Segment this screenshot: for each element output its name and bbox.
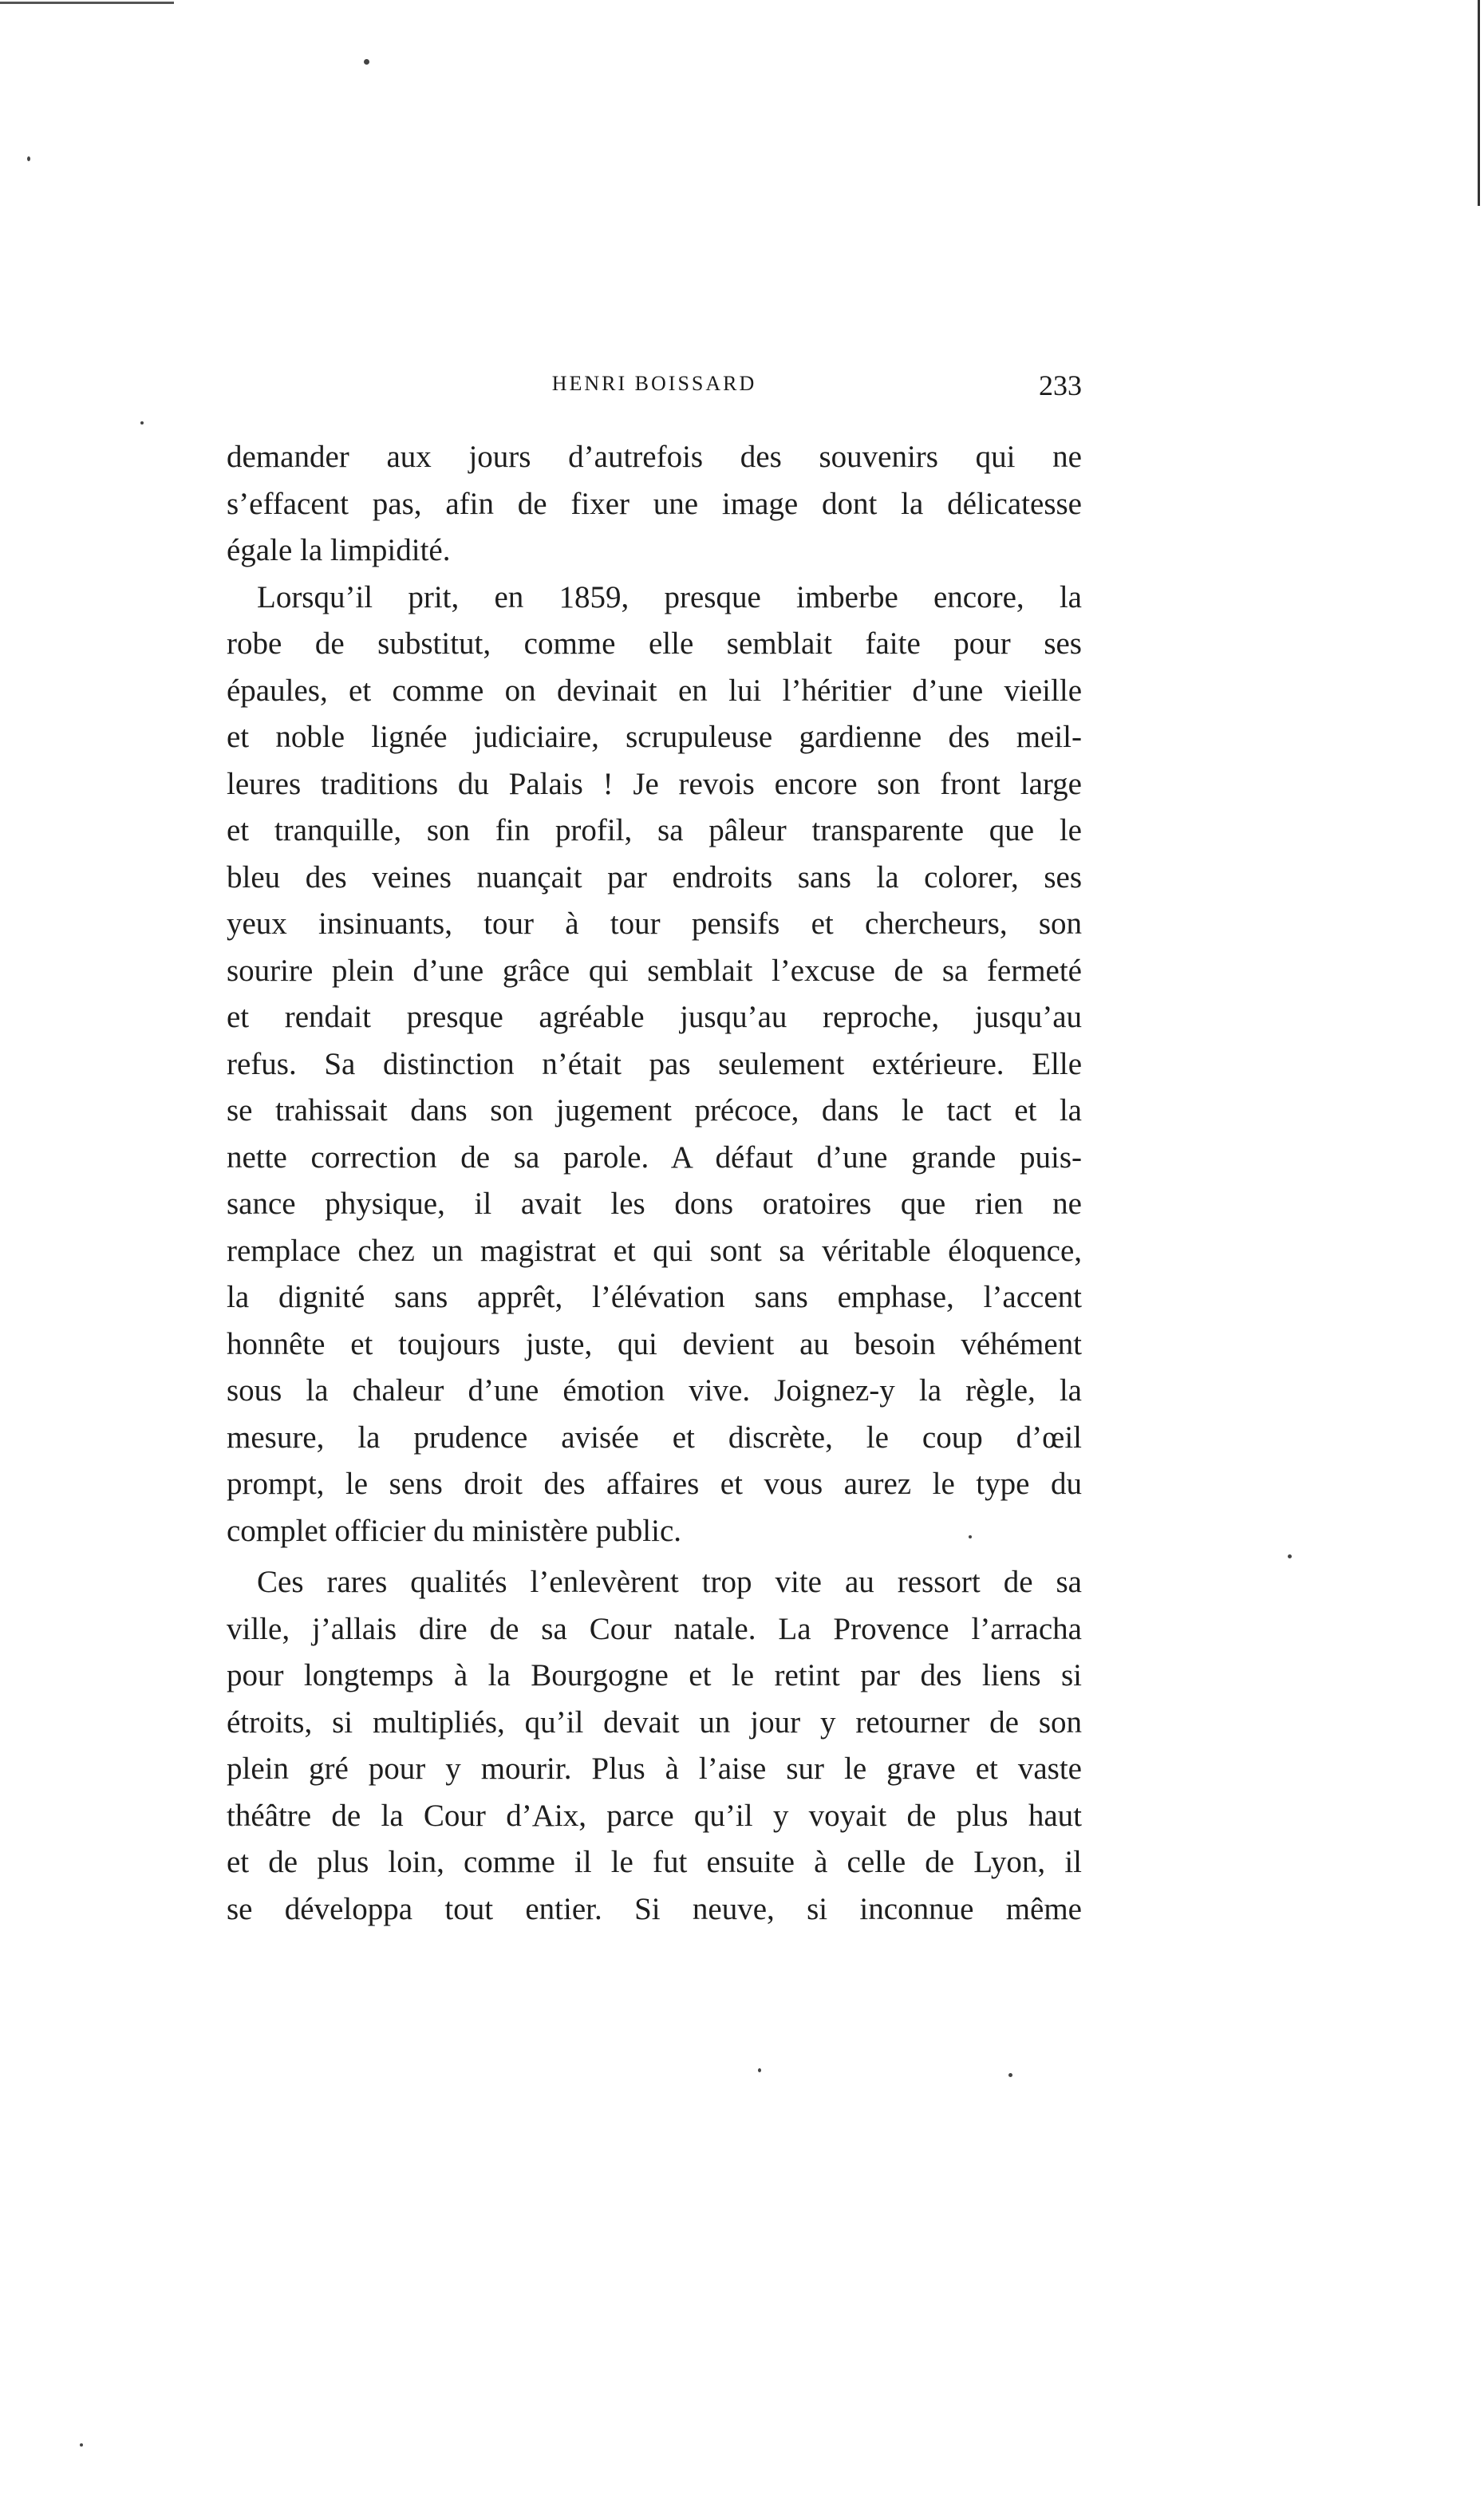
text-line: et noble lignée judiciaire, scrupuleuse gardienne des meil-	[227, 720, 1082, 754]
text-line: étroits, si multipliés, qu’il devait un jour y retourner de son	[227, 1704, 1082, 1740]
page-number: 233	[1039, 369, 1082, 401]
scan-margin-rule	[1478, 0, 1480, 206]
text-line: remplace chez un magistrat et qui sont sa véritable éloquence,	[227, 1233, 1082, 1268]
text-line: se trahissait dans son jugement précoce, dans le tact et la	[227, 1093, 1082, 1128]
scan-speck	[140, 421, 144, 425]
text-line: demander aux jours d’autrefois des souvenirs qui ne	[227, 440, 1082, 474]
text-line: robe de substitut, comme elle semblait faite pour ses	[227, 626, 1082, 661]
text-line: la dignité sans apprêt, l’élévation sans emphase, l’accent	[227, 1280, 1082, 1314]
scan-speck	[1008, 2073, 1012, 2077]
scan-speck	[758, 2068, 761, 2072]
text-line: et tranquille, son fin profil, sa pâleur transparente que le	[227, 813, 1082, 847]
text-line: bleu des veines nuançait par endroits sans la colorer, ses	[227, 859, 1082, 895]
text-line: Lorsqu’il prit, en 1859, presque imberbe encore, la	[257, 579, 1082, 614]
body-text	[227, 434, 1082, 1933]
text-line: sourire plein d’une grâce qui semblait l’excuse de sa fermeté	[227, 953, 1082, 988]
text-line: sous la chaleur d’une émotion vive. Joignez-y la règle, la	[227, 1373, 1082, 1408]
text-line: honnête et toujours juste, qui devient au besoin véhément	[227, 1326, 1082, 1361]
text-line: leures traditions du Palais ! Je revois encore son front large	[227, 766, 1082, 801]
running-head	[227, 369, 1082, 404]
scan-speck	[1288, 1554, 1292, 1558]
running-title: HENRI BOISSARD	[551, 372, 757, 395]
text-line: se développa tout entier. Si neuve, si inconnue même	[227, 1891, 1082, 1926]
text-line: épaules, et comme on devinait en lui l’héritier d’une vieille	[227, 673, 1082, 708]
text-line: refus. Sa distinction n’était pas seulement extérieure. Elle	[227, 1046, 1082, 1081]
text-line: complet officier du ministère public.	[227, 1513, 682, 1548]
text-line: nette correction de sa parole. A défaut d’une grande puis-	[227, 1139, 1082, 1175]
text-line: et rendait presque agréable jusqu’au reproche, jusqu’au	[227, 1000, 1082, 1034]
scan-speck	[80, 2443, 83, 2447]
text-line: s’effacent pas, afin de fixer une image dont la délicatesse	[227, 486, 1082, 521]
text-line: ville, j’allais dire de sa Cour natale. La Provence l’arracha	[227, 1611, 1082, 1646]
text-line: Ces rares qualités l’enlevèrent trop vite au ressort de sa	[257, 1565, 1082, 1599]
scan-edge-rule	[0, 2, 174, 4]
text-line: égale la limpidité.	[227, 533, 451, 567]
text-line: prompt, le sens droit des affaires et vous aurez le type du	[227, 1467, 1082, 1501]
text-line: yeux insinuants, tour à tour pensifs et chercheurs, son	[227, 906, 1082, 941]
text-line: théâtre de la Cour d’Aix, parce qu’il y voyait de plus haut	[227, 1798, 1082, 1833]
text-line: pour longtemps à la Bourgogne et le retint par des liens si	[227, 1658, 1082, 1692]
text-line: plein gré pour y mourir. Plus à l’aise sur le grave et vaste	[227, 1752, 1082, 1786]
text-line: sance physique, il avait les dons oratoires que rien ne	[227, 1187, 1082, 1221]
scan-speck	[364, 59, 369, 65]
scan-speck	[27, 156, 30, 161]
text-line: mesure, la prudence avisée et discrète, le coup d’œil	[227, 1420, 1082, 1455]
text-line: et de plus loin, comme il le fut ensuite à celle de Lyon, il	[227, 1845, 1082, 1879]
